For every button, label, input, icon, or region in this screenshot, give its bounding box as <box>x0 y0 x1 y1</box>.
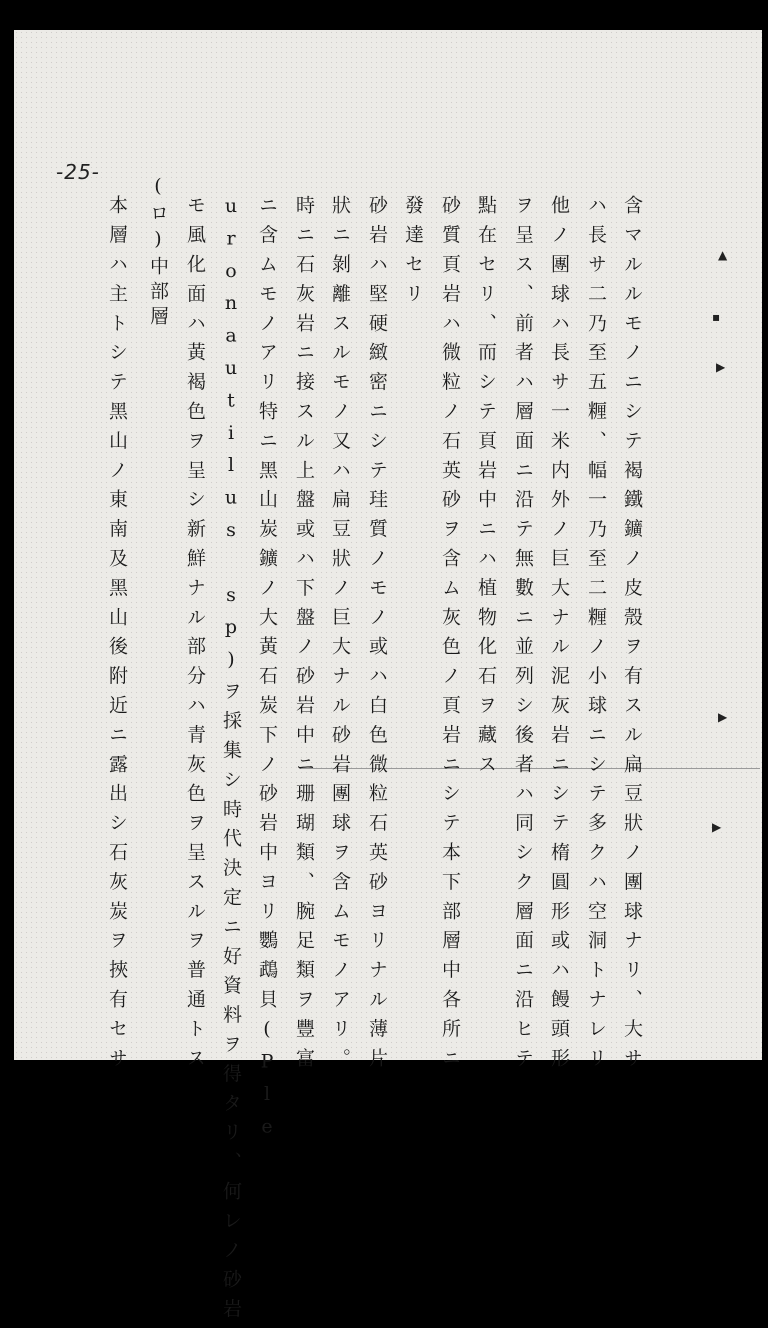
text-column-4: ヲ呈ス、前者ハ層面ニ沿テ無數ニ並列シ後者ハ同シク層面ニ沿ヒテ <box>512 195 534 1077</box>
text-column-9: 狀ニ剝離スルモノ又ハ扁豆狀ノ巨大ナル砂岩團球ヲ含ムモノアリ。 <box>329 195 351 1077</box>
text-column-7: 發達セリ <box>402 195 424 313</box>
text-column-6: 砂質頁岩ハ微粒ノ石英砂ヲ含ム灰色ノ頁岩ニシテ本下部層中各所ニ <box>439 195 461 1077</box>
text-column-11: ニ含ムモノアリ特ニ黑山炭鑛ノ大黃石炭下ノ砂岩中ヨリ鸚鵡貝(Ple <box>256 195 278 1148</box>
page-number: -25- <box>56 160 100 184</box>
margin-mark: ▶ <box>716 360 726 374</box>
text-column-10: 時ニ石灰岩ニ接スル上盤或ハ下盤ノ砂岩中ニ珊瑚類、腕足類ヲ豐富 <box>293 195 315 1077</box>
margin-mark: ▲ <box>718 248 728 262</box>
text-column-13: モ風化面ハ黃褐色ヲ呈シ新鮮ナル部分ハ青灰色ヲ呈スルヲ普通トス <box>184 195 206 1077</box>
text-column-1: 含マルルモノニシテ褐鐵鑛ノ皮殼ヲ有スル扁豆狀ノ團球ナリ、大サ <box>621 195 643 1077</box>
text-column-2: ハ長サ二乃至五糎、幅一乃至二糎ノ小球ニシテ多クハ空洞トナレリ <box>585 195 607 1077</box>
text-column-12: uronautilus sp)ヲ採集シ時代決定ニ好資料ヲ得タリ、何レノ砂岩 <box>220 195 242 1328</box>
section-heading: (ロ)中部層 <box>147 175 169 331</box>
text-column-5: 點在セリ、而シテ頁岩中ニハ植物化石ヲ藏ス <box>475 195 497 783</box>
margin-mark: ▶ <box>718 710 728 724</box>
text-column-3: 他ノ團球ハ長サ一米内外ノ巨大ナル泥灰岩ニシテ楕圓形或ハ饅頭形 <box>548 195 570 1077</box>
margin-mark: ▪ <box>712 310 721 324</box>
text-column-15: 本層ハ主トシテ黑山ノ東南及黑山後附近ニ露出シ石灰炭ヲ挾有セサ <box>106 195 128 1077</box>
text-column-8: 砂岩ハ堅硬緻密ニシテ珪質ノモノ或ハ白色微粒石英砂ヨリナル薄片 <box>366 195 388 1077</box>
margin-mark: ▶ <box>712 820 722 834</box>
